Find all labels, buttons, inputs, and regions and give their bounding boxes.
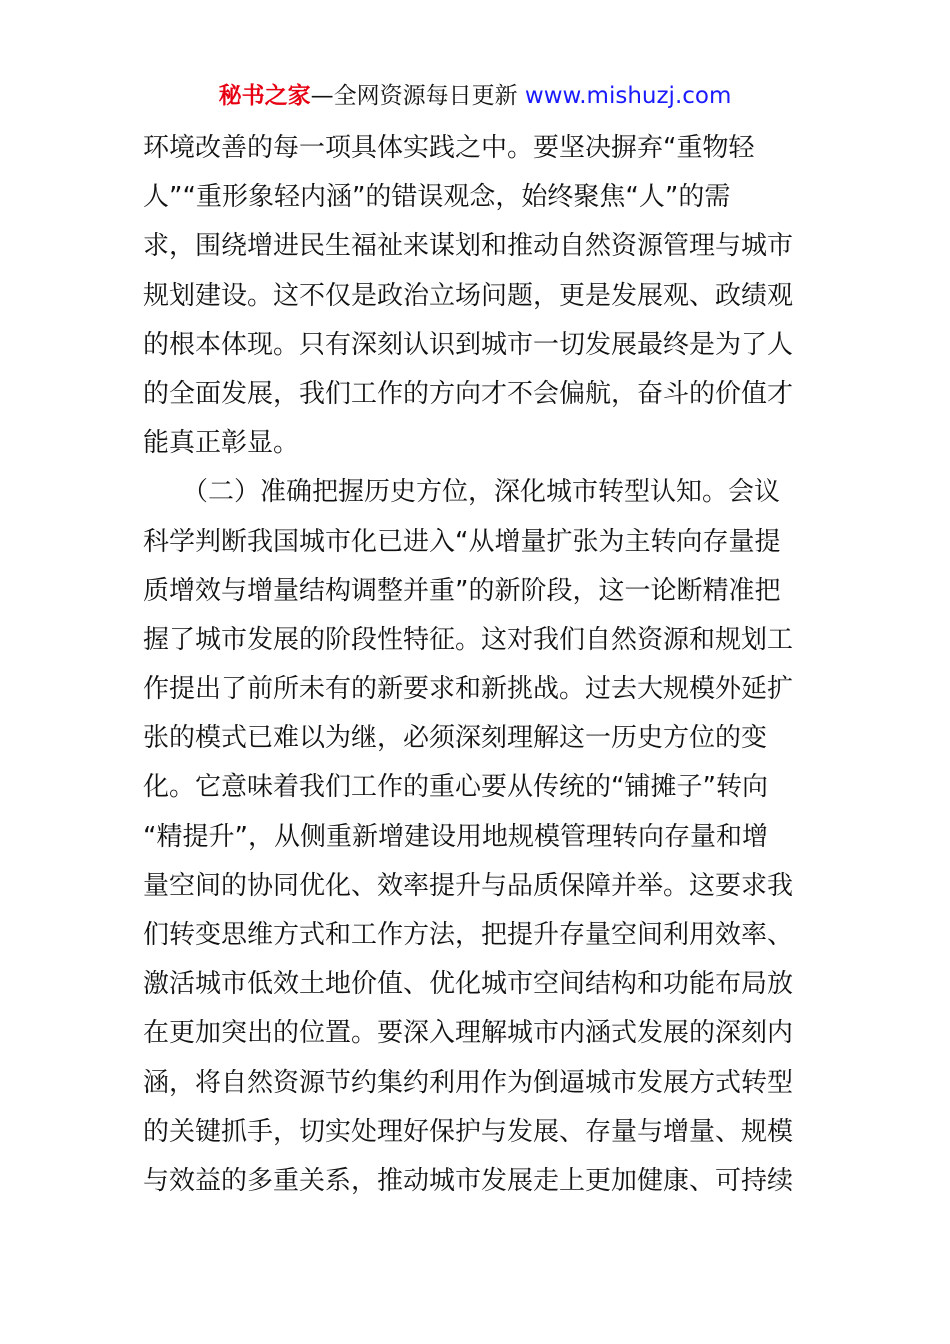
text-line: 人”“重形象轻内涵”的错误观念，始终聚焦“人”的需 — [143, 182, 731, 213]
document-body — [143, 124, 807, 1206]
text-line: 握了城市发展的阶段性特征。这对我们自然资源和规划工 — [143, 624, 794, 655]
text-line: 的根本体现。只有深刻认识到城市一切发展最终是为了人 — [143, 329, 794, 360]
page-header — [0, 80, 950, 112]
text-line: 科学判断我国城市化已进入“从增量扩张为主转向存量提 — [143, 526, 781, 557]
text-line: 规划建设。这不仅是政治立场问题，更是发展观、政绩观 — [143, 280, 794, 311]
text-line: 涵，将自然资源节约集约利用作为倒逼城市发展方式转型 — [143, 1067, 794, 1098]
text-line: 量空间的协同优化、效率提升与品质保障并举。这要求我 — [143, 870, 794, 901]
text-line: 张的模式已难以为继，必须深刻理解这一历史方位的变 — [143, 723, 768, 754]
text-line: 与效益的多重关系，推动城市发展走上更加健康、可持续 — [143, 1165, 794, 1196]
text-line: 能真正彰显。 — [143, 428, 300, 459]
text-line: 化。它意味着我们工作的重心要从传统的“铺摊子”转向 — [143, 772, 768, 803]
text-line: 们转变思维方式和工作方法，把提升存量空间利用效率、 — [143, 920, 794, 950]
text-line: 作提出了前所未有的新要求和新挑战。过去大规模外延扩 — [143, 674, 794, 705]
text-line: 求，围绕增进民生福祉来谋划和推动自然资源管理与城市 — [143, 231, 794, 262]
text-line: 的全面发展，我们工作的方向才不会偏航，奋斗的价值才 — [143, 378, 794, 409]
text-line: （二）准确把握历史方位，深化城市转型认知。会议 — [143, 477, 781, 508]
text-line: “精提升”，从侧重新增建设用地规模管理转向存量和增 — [143, 821, 768, 852]
brand-name: 秘书之家 — [218, 83, 311, 109]
site-url[interactable]: www.mishuzj.com — [524, 83, 732, 109]
text-line: 环境改善的每一项具体实践之中。要坚决摒弃“重物轻 — [143, 133, 755, 163]
text-line: 质增效与增量结构调整并重”的新阶段，这一论断精准把 — [143, 575, 781, 606]
text-line: 激活城市低效土地价值、优化城市空间结构和功能布局放 — [143, 969, 794, 1000]
text-line: 在更加突出的位置。要深入理解城市内涵式发展的深刻内 — [143, 1018, 794, 1049]
text-line: 的关键抓手，切实处理好保护与发展、存量与增量、规模 — [143, 1116, 794, 1147]
header-tagline: —全网资源每日更新 — [310, 83, 525, 109]
